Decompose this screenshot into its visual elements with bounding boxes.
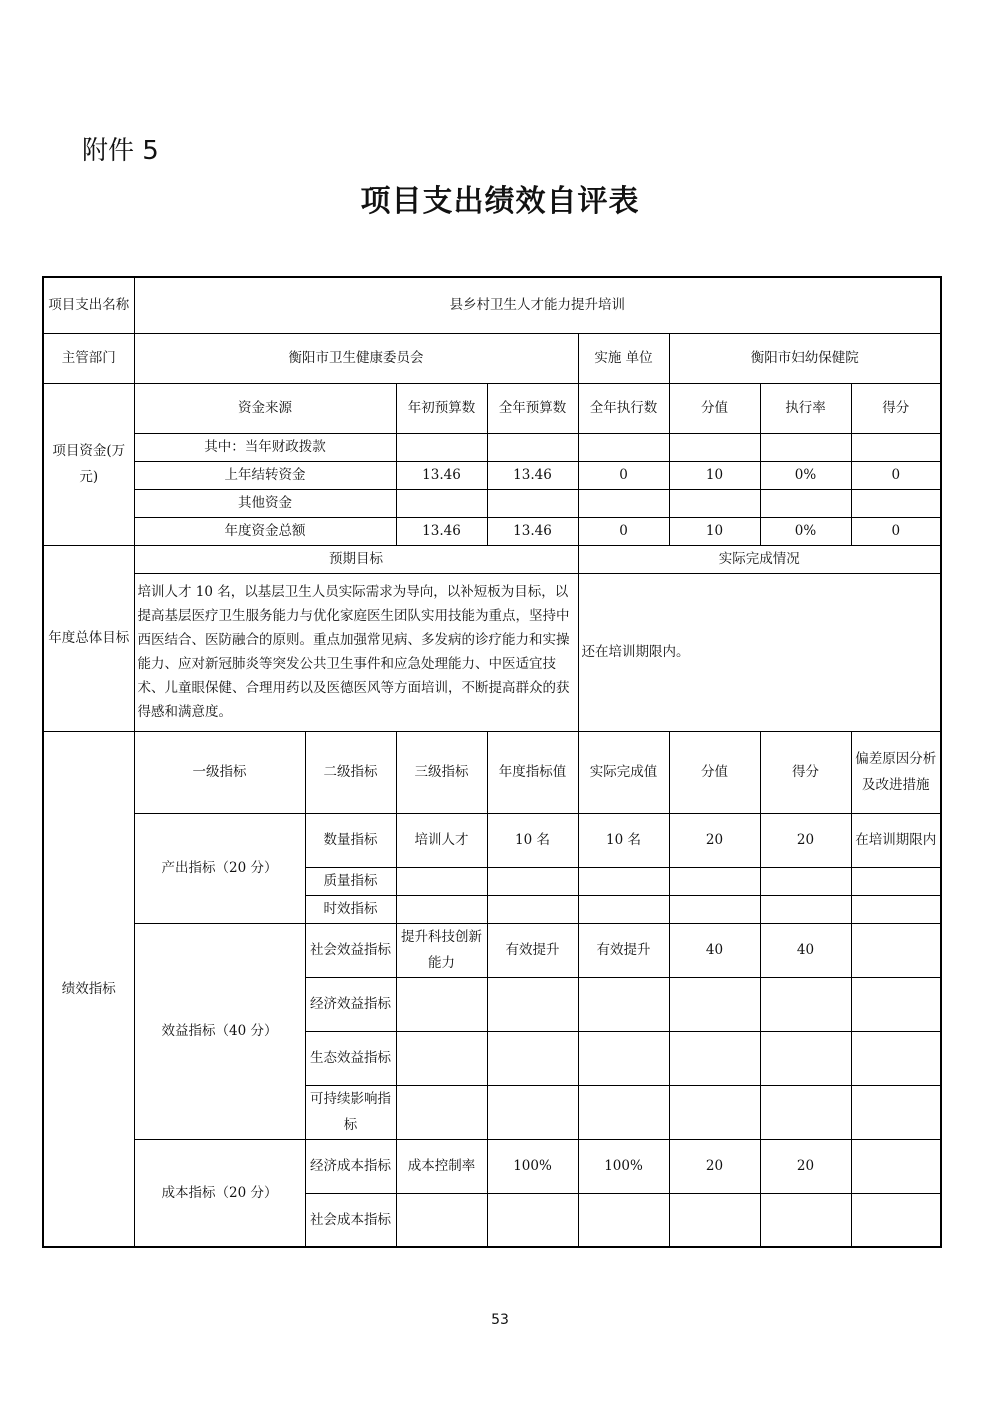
self-evaluation-table — [42, 276, 942, 1248]
l2-indicator: 社会成本指标 — [305, 1193, 396, 1247]
score-value — [669, 895, 760, 923]
fund-annual: 13.46 — [487, 461, 578, 489]
annual-target — [487, 977, 578, 1031]
l3-indicator: 成本控制率 — [396, 1139, 487, 1193]
funds-header: 全年执行数 — [578, 383, 669, 433]
page-title: 项目支出绩效自评表 — [360, 184, 640, 219]
annual-target — [487, 1085, 578, 1139]
dept-value: 衡阳市卫生健康委员会 — [134, 333, 578, 383]
fund-score-value — [669, 489, 760, 517]
fund-executed — [578, 489, 669, 517]
fund-score — [851, 489, 941, 517]
perf-header: 分值 — [669, 731, 760, 813]
fund-score-value: 10 — [669, 517, 760, 545]
output-indicator-label: 产出指标（20 分） — [134, 813, 305, 923]
attachment-label: 附件 5 — [82, 136, 159, 166]
funds-header: 得分 — [851, 383, 941, 433]
perf-header: 三级指标 — [396, 731, 487, 813]
table-row — [43, 813, 941, 867]
fund-executed: 0 — [578, 517, 669, 545]
perf-header: 二级指标 — [305, 731, 396, 813]
score-value — [669, 1031, 760, 1085]
score: 20 — [760, 813, 851, 867]
fund-initial: 13.46 — [396, 461, 487, 489]
funds-header: 资金来源 — [134, 383, 396, 433]
fund-rate: 0% — [760, 517, 851, 545]
fund-rate — [760, 433, 851, 461]
impl-label: 实施 单位 — [578, 333, 669, 383]
perf-label: 绩效指标 — [43, 731, 134, 1247]
annual-target — [487, 895, 578, 923]
deviation-reason — [851, 1031, 941, 1085]
funds-header: 全年预算数 — [487, 383, 578, 433]
actual-value — [578, 1031, 669, 1085]
actual-value — [578, 867, 669, 895]
l2-indicator: 社会效益指标 — [305, 923, 396, 977]
project-name: 县乡村卫生人才能力提升培训 — [134, 277, 941, 333]
fund-initial: 13.46 — [396, 517, 487, 545]
benefit-indicator-label: 效益指标（40 分） — [134, 923, 305, 1139]
annual-target: 100% — [487, 1139, 578, 1193]
funds-row — [43, 489, 941, 517]
perf-header: 一级指标 — [134, 731, 305, 813]
l2-indicator: 生态效益指标 — [305, 1031, 396, 1085]
page-number: 53 — [491, 1312, 509, 1328]
fund-source: 其他资金 — [134, 489, 396, 517]
funds-header: 分值 — [669, 383, 760, 433]
deviation-reason — [851, 1139, 941, 1193]
l2-indicator: 可持续影响指标 — [305, 1085, 396, 1139]
l3-indicator: 提升科技创新能力 — [396, 923, 487, 977]
score — [760, 895, 851, 923]
deviation-reason — [851, 923, 941, 977]
table-row — [43, 923, 941, 977]
actual-value: 100% — [578, 1139, 669, 1193]
deviation-reason — [851, 867, 941, 895]
table-row — [43, 1139, 941, 1193]
funds-header: 执行率 — [760, 383, 851, 433]
score — [760, 977, 851, 1031]
expected-goal-text: 培训人才 10 名，以基层卫生人员实际需求为导向，以补短板为目标，以提高基层医疗卫生服务能力与优化家庭医生团队实用技能为重点，坚持中西医结合、医防融合的原则。重点加强常见病、多发病的诊疗能力和实操能力、应对新冠肺炎等突发公共卫生事件和应急处理能力、中医适宜技术、儿童眼保健、合理用药以及医德医风等方面培训，不断提高群众的获得感和满意度。 — [134, 573, 578, 731]
fund-score-value: 10 — [669, 461, 760, 489]
fund-annual — [487, 489, 578, 517]
actual-status-header: 实际完成情况 — [578, 545, 941, 573]
perf-header: 年度指标值 — [487, 731, 578, 813]
deviation-reason — [851, 1193, 941, 1247]
fund-source: 上年结转资金 — [134, 461, 396, 489]
expected-goal-header: 预期目标 — [134, 545, 578, 573]
l3-indicator — [396, 895, 487, 923]
score-value — [669, 977, 760, 1031]
deviation-reason — [851, 895, 941, 923]
funds-label: 项目资金(万元) — [43, 383, 134, 545]
l3-indicator — [396, 1031, 487, 1085]
deviation-reason — [851, 977, 941, 1031]
score — [760, 1085, 851, 1139]
l2-indicator: 时效指标 — [305, 895, 396, 923]
funds-row — [43, 433, 941, 461]
score: 40 — [760, 923, 851, 977]
goals-label: 年度总体目标 — [43, 545, 134, 731]
impl-value: 衡阳市妇幼保健院 — [669, 333, 941, 383]
l3-indicator — [396, 1085, 487, 1139]
fund-score: 0 — [851, 517, 941, 545]
score: 20 — [760, 1139, 851, 1193]
fund-initial — [396, 489, 487, 517]
score — [760, 867, 851, 895]
cost-indicator-label: 成本指标（20 分） — [134, 1139, 305, 1247]
l3-indicator — [396, 1193, 487, 1247]
dept-label: 主管部门 — [43, 333, 134, 383]
funds-row — [43, 517, 941, 545]
annual-target: 10 名 — [487, 813, 578, 867]
score-value — [669, 1193, 760, 1247]
l3-indicator — [396, 867, 487, 895]
fund-rate — [760, 489, 851, 517]
fund-rate: 0% — [760, 461, 851, 489]
score-value: 20 — [669, 1139, 760, 1193]
l2-indicator: 数量指标 — [305, 813, 396, 867]
score — [760, 1193, 851, 1247]
actual-value — [578, 895, 669, 923]
annual-target: 有效提升 — [487, 923, 578, 977]
score — [760, 1031, 851, 1085]
deviation-reason: 在培训期限内 — [851, 813, 941, 867]
fund-annual: 13.46 — [487, 517, 578, 545]
l2-indicator: 经济成本指标 — [305, 1139, 396, 1193]
actual-value: 有效提升 — [578, 923, 669, 977]
fund-source: 年度资金总额 — [134, 517, 396, 545]
score-value: 40 — [669, 923, 760, 977]
fund-executed: 0 — [578, 461, 669, 489]
actual-value — [578, 1193, 669, 1247]
actual-value: 10 名 — [578, 813, 669, 867]
score-value — [669, 1085, 760, 1139]
fund-score: 0 — [851, 461, 941, 489]
actual-value — [578, 977, 669, 1031]
fund-source: 其中：当年财政拨款 — [134, 433, 396, 461]
l3-indicator: 培训人才 — [396, 813, 487, 867]
funds-row — [43, 461, 941, 489]
perf-header: 实际完成值 — [578, 731, 669, 813]
fund-executed — [578, 433, 669, 461]
actual-value — [578, 1085, 669, 1139]
score-value — [669, 867, 760, 895]
perf-header: 偏差原因分析及改进措施 — [851, 731, 941, 813]
score-value: 20 — [669, 813, 760, 867]
deviation-reason — [851, 1085, 941, 1139]
perf-header: 得分 — [760, 731, 851, 813]
l3-indicator — [396, 977, 487, 1031]
annual-target — [487, 867, 578, 895]
project-name-label: 项目支出名称 — [43, 277, 134, 333]
fund-score-value — [669, 433, 760, 461]
fund-annual — [487, 433, 578, 461]
fund-initial — [396, 433, 487, 461]
annual-target — [487, 1193, 578, 1247]
actual-status-text: 还在培训期限内。 — [578, 573, 941, 731]
funds-header: 年初预算数 — [396, 383, 487, 433]
l2-indicator: 经济效益指标 — [305, 977, 396, 1031]
l2-indicator: 质量指标 — [305, 867, 396, 895]
fund-score — [851, 433, 941, 461]
annual-target — [487, 1031, 578, 1085]
